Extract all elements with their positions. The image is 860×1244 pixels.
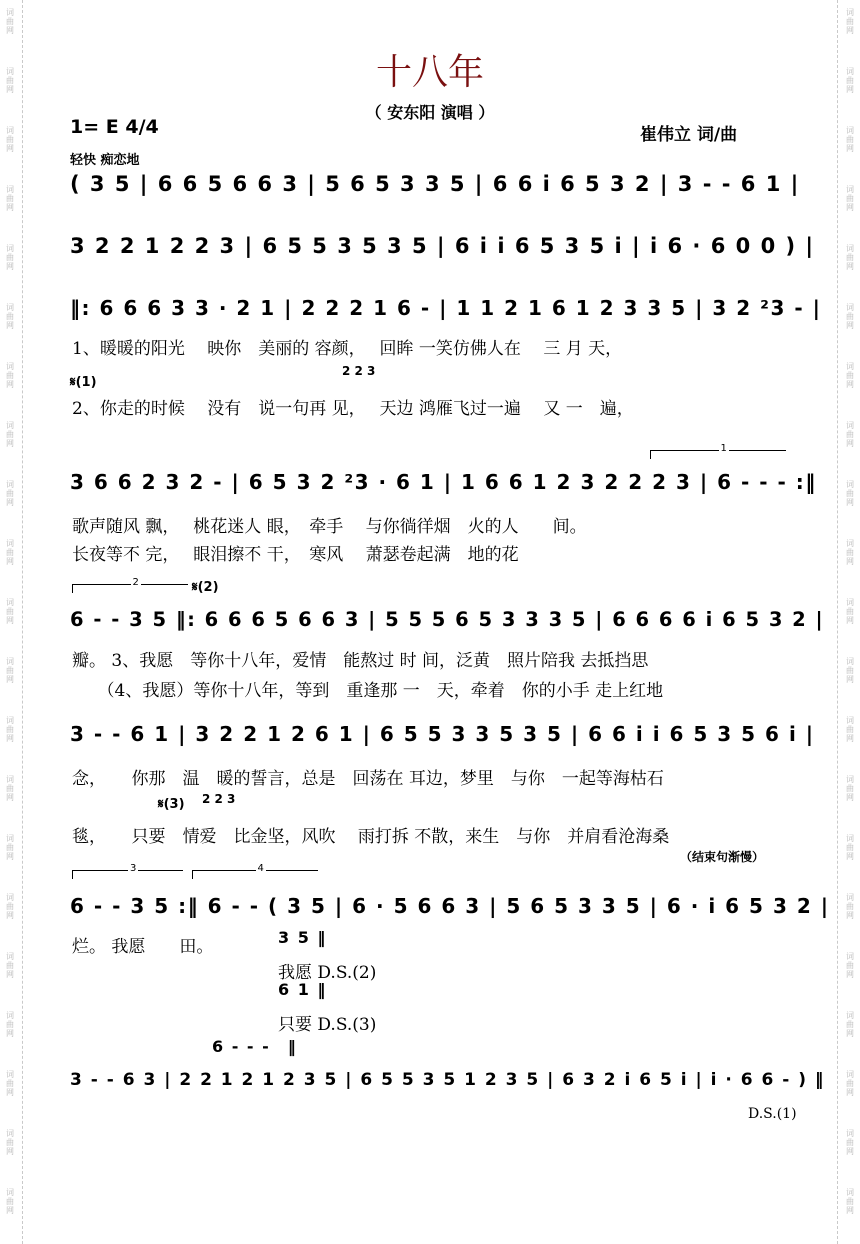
volta-bracket-3: [72, 863, 183, 879]
watermark-mark: 词 曲 网: [846, 480, 854, 507]
watermark-mark: 词 曲 网: [846, 421, 854, 448]
watermark-mark: 词 曲 网: [846, 657, 854, 684]
watermark-mark: 词 曲 网: [846, 303, 854, 330]
watermark-mark: 词 曲 网: [846, 952, 854, 979]
watermark-mark: 词 曲 网: [846, 185, 854, 212]
watermark-mark: 词 曲 网: [846, 67, 854, 94]
watermark-mark: 词 曲 网: [6, 1011, 14, 1038]
volta-label-4: 4: [257, 863, 264, 874]
coda-b-text: 只要 D.S.(3): [278, 1015, 377, 1035]
staff-row-8: 3 - - 6 3 | 2 2 1 2 1 2 3 5 | 6 5 5 3 5 1 2 3 5 | 6 3 2 i 6 5 i | i · 6 6 - ) ‖: [70, 1070, 825, 1090]
lyric-line-7: 念， 你那 温 暖的誓言，总是 回荡在 耳边，梦里 与你 一起等海枯石: [72, 769, 664, 789]
watermark-mark: 词 曲 网: [846, 539, 854, 566]
watermark-mark: 词 曲 网: [6, 893, 14, 920]
staff-row-7: 6 - - 3 5 :‖ 6 - - ( 3 5 | 6 · 5 6 6 3 | 5 6 5 3 3 5 | 6 · i 6 5 3 2 |: [70, 894, 830, 918]
watermark-mark: 词 曲 网: [846, 716, 854, 743]
staff-row-2: 3 2 2 1 2 2 3 | 6 5 5 3 5 3 5 | 6 i i 6 5 3 5 i | i 6 · 6 0 0 ) |: [70, 234, 815, 258]
watermark-mark: 词 曲 网: [6, 185, 14, 212]
lyric-line-6: （4、我愿）等你十八年，等到 重逢那 一 天，牵着 你的小手 走上红地: [72, 681, 664, 701]
watermark-mark: 词 曲 网: [6, 1129, 14, 1156]
watermark-mark: 词 曲 网: [6, 480, 14, 507]
watermark-mark: 词 曲 网: [6, 1070, 14, 1097]
watermark-mark: 词 曲 网: [6, 775, 14, 802]
tempo-marking: 轻快 痴恋地: [70, 153, 140, 168]
watermark-mark: 词 曲 网: [846, 1188, 854, 1215]
watermark-mark: 词 曲 网: [846, 834, 854, 861]
watermark-mark: 词 曲 网: [6, 598, 14, 625]
lyric-line-8: 毯， 只要 情爱 比金坚，风吹 雨打拆 不散，来生 与你 并肩看沧海桑: [72, 827, 670, 847]
key-signature: 1= E 4/4: [70, 116, 159, 138]
credit-line: 崔伟立 词/曲: [640, 125, 738, 145]
watermark-mark: 词 曲 网: [6, 67, 14, 94]
watermark-mark: 词 曲 网: [846, 1070, 854, 1097]
watermark-mark: 词 曲 网: [846, 1129, 854, 1156]
volta-label-1: 1: [720, 443, 727, 454]
ending-note: （结束句渐慢）: [680, 850, 765, 864]
watermark-mark: 词 曲 网: [846, 126, 854, 153]
segno-3: 𝄋(3): [158, 797, 185, 812]
coda-a-text: 我愿 D.S.(2): [278, 963, 377, 983]
watermark-mark: 词 曲 网: [846, 775, 854, 802]
watermark-mark: 词 曲 网: [6, 362, 14, 389]
volta-bracket-4: [192, 863, 318, 879]
lyric-line-4: 长夜等不 完， 眼泪擦不 干， 寒风 萧瑟卷起满 地的花: [72, 545, 519, 565]
left-watermark-strip: [0, 0, 23, 1244]
lyric-line-5: 瓣。 3、我愿 等你十八年，爱情 能熬过 时 间，泛黄 照片陪我 去抵挡思: [72, 651, 649, 671]
watermark-mark: 词 曲 网: [6, 303, 14, 330]
ds-final: D.S.(1): [748, 1106, 797, 1122]
staff-row-4: 3 6 6 2 3 2 - | 6 5 3 2 ²3 · 6 1 | 1 6 6 1 2 3 2 2 2 3 | 6 - - - :‖: [70, 470, 817, 494]
watermark-mark: 词 曲 网: [6, 952, 14, 979]
segno-2: 𝄋(2): [192, 580, 219, 595]
coda-c-notes: 6 - - - ‖: [212, 1037, 298, 1056]
watermark-mark: 词 曲 网: [846, 1011, 854, 1038]
lyric-line-9: 烂。 我愿 田。: [72, 937, 214, 957]
staff-row-3: ‖: 6 6 6 3 3 · 2 1 | 2 2 2 1 6 - | 1 1 2 1 6 1 2 3 3 5 | 3 2 ²3 - |: [70, 296, 822, 320]
watermark-mark: 词 曲 网: [6, 8, 14, 35]
lyric-line-3: 歌声随风 飘， 桃花迷人 眼， 牵手 与你徜徉烟 火的人 间。: [72, 517, 587, 537]
staff-row-6: 3 - - 6 1 | 3 2 2 1 2 6 1 | 6 5 5 3 3 5 3 5 | 6 6 i i 6 5 3 5 6 i |: [70, 722, 815, 746]
watermark-mark: 词 曲 网: [846, 362, 854, 389]
watermark-mark: 词 曲 网: [846, 244, 854, 271]
segno-1: 𝄋(1): [70, 375, 97, 390]
coda-b-notes: 6 1 ‖: [278, 980, 327, 999]
volta-label-2: 2: [132, 577, 139, 588]
watermark-mark: 词 曲 网: [6, 126, 14, 153]
watermark-mark: 词 曲 网: [6, 834, 14, 861]
lyric-line-1: 1、暖暖的阳光 映你 美丽的 容颜， 回眸 一笑仿佛人在 三 月 天，: [72, 339, 623, 359]
watermark-mark: 词 曲 网: [6, 421, 14, 448]
staff-row-5: 6 - - 3 5 ‖: 6 6 6 5 6 6 3 | 5 5 5 6 5 3 3 3 5 | 6 6 6 6 i 6 5 3 2 |: [70, 608, 825, 631]
triplet-mark-2: 2 2 3: [202, 792, 236, 806]
watermark-mark: 词 曲 网: [6, 1188, 14, 1215]
volta-label-3: 3: [130, 863, 137, 874]
watermark-mark: 词 曲 网: [846, 8, 854, 35]
watermark-mark: 词 曲 网: [846, 598, 854, 625]
watermark-mark: 词 曲 网: [6, 716, 14, 743]
singer-line: （ 安东阳 演唱 ）: [365, 103, 495, 122]
lyric-line-2: 2、你走的时候 没有 说一句再 见， 天边 鸿雁飞过一遍 又 一 遍，: [72, 399, 634, 419]
watermark-mark: 词 曲 网: [846, 893, 854, 920]
watermark-mark: 词 曲 网: [6, 244, 14, 271]
song-title: 十八年: [375, 52, 484, 93]
volta-bracket-2: [72, 577, 188, 593]
staff-row-1: ( 3 5 | 6 6 5 6 6 3 | 5 6 5 3 3 5 | 6 6 i 6 5 3 2 | 3 - - 6 1 |: [70, 172, 800, 196]
triplet-mark-1: 2 2 3: [342, 364, 376, 378]
watermark-mark: 词 曲 网: [6, 539, 14, 566]
volta-bracket-1: [650, 443, 786, 459]
watermark-mark: 词 曲 网: [6, 657, 14, 684]
coda-a-notes: 3 5 ‖: [278, 928, 327, 947]
right-watermark-strip: [837, 0, 860, 1244]
